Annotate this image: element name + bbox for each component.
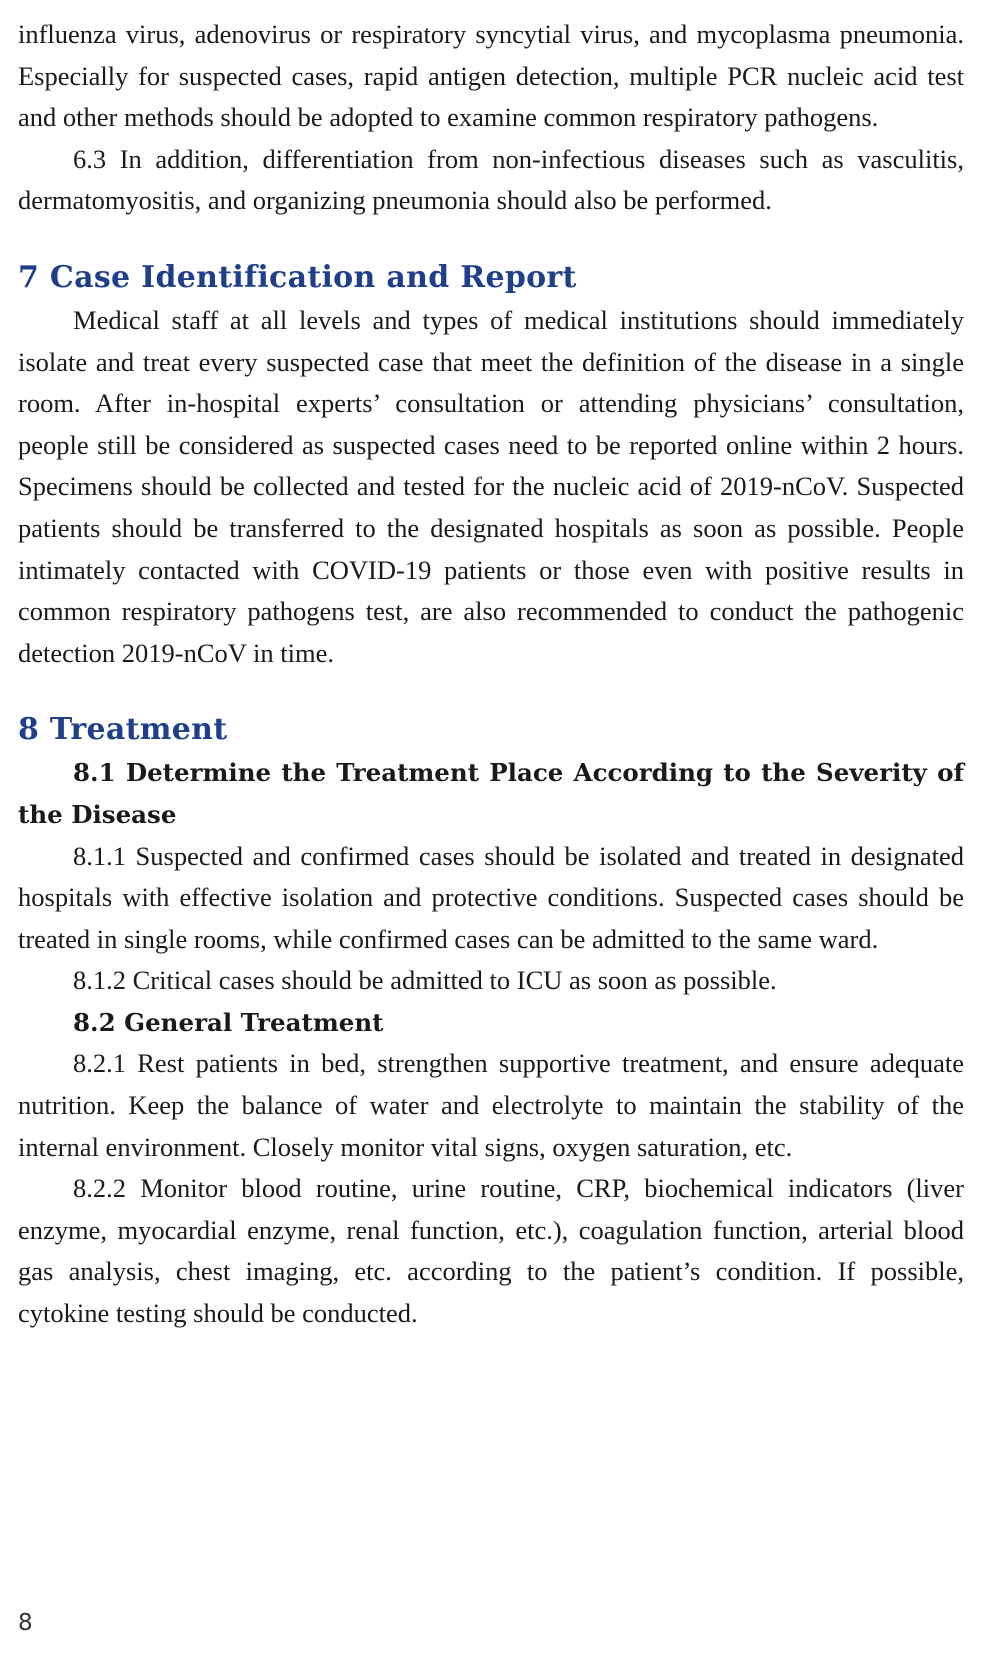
continued-paragraph: influenza virus, adenovirus or respiratory syncytial virus, and mycoplasma pneumonia. Especially for suspected cases, rapid antigen detection, multiple PCR nucleic acid test and other methods should be adopted to examine common respiratory pathogens.: [18, 19, 964, 133]
section-7-heading: 7 Case Identification and Report: [18, 259, 577, 295]
paragraph-8-2-1: 8.2.1 Rest patients in bed, strengthen supportive treatment, and ensure adequate nutrition. Keep the balance of water and electrolyte to maintain the stability of the internal environment. Closely monitor vital signs, oxygen saturation, etc.: [18, 1048, 964, 1162]
document-page: [18, 14, 964, 1335]
paragraph-8-1-2: 8.1.2 Critical cases should be admitted to ICU as soon as possible.: [73, 965, 777, 996]
paragraph-8-1-1: 8.1.1 Suspected and confirmed cases should be isolated and treated in designated hospitals with effective isolation and protective conditions. Suspected cases should be treated in single rooms, while confirmed cases can be admitted to the same ward.: [18, 840, 964, 954]
section-7-body: Medical staff at all levels and types of medical institutions should immediately isolate and treat every suspected case that meet the definition of the disease in a single room. After in-hospital experts’ consultation or attending physicians’ consultation, people still be considered as suspected cases need to be reported online within 2 hours. Specimens should be collected and tested for the nucleic acid of 2019-nCoV. Suspected patients should be transferred to the designated hospitals as soon as possible. People intimately contacted with COVID-19 patients or those even with positive results in common respiratory pathogens test, are also recommended to conduct the pathogenic detection 2019-nCoV in time.: [18, 304, 964, 668]
paragraph-8-2-2: 8.2.2 Monitor blood routine, urine routine, CRP, biochemical indicators (liver enzyme, myocardial enzyme, renal function, etc.), coagulation function, arterial blood gas analysis, chest imaging, etc. according to the patient’s condition. If possible, cytokine testing should be conducted.: [18, 1173, 964, 1329]
subsection-8-2-heading: 8.2 General Treatment: [73, 1007, 384, 1037]
page-number: 8: [18, 1610, 33, 1636]
paragraph-6-3: 6.3 In addition, differentiation from non-infectious diseases such as vasculitis, dermatomyositis, and organizing pneumonia should also be performed.: [18, 143, 964, 216]
subsection-8-1-heading: 8.1 Determine the Treatment Place According to the Severity of the Disease: [18, 758, 964, 829]
section-8-heading: 8 Treatment: [18, 712, 228, 748]
